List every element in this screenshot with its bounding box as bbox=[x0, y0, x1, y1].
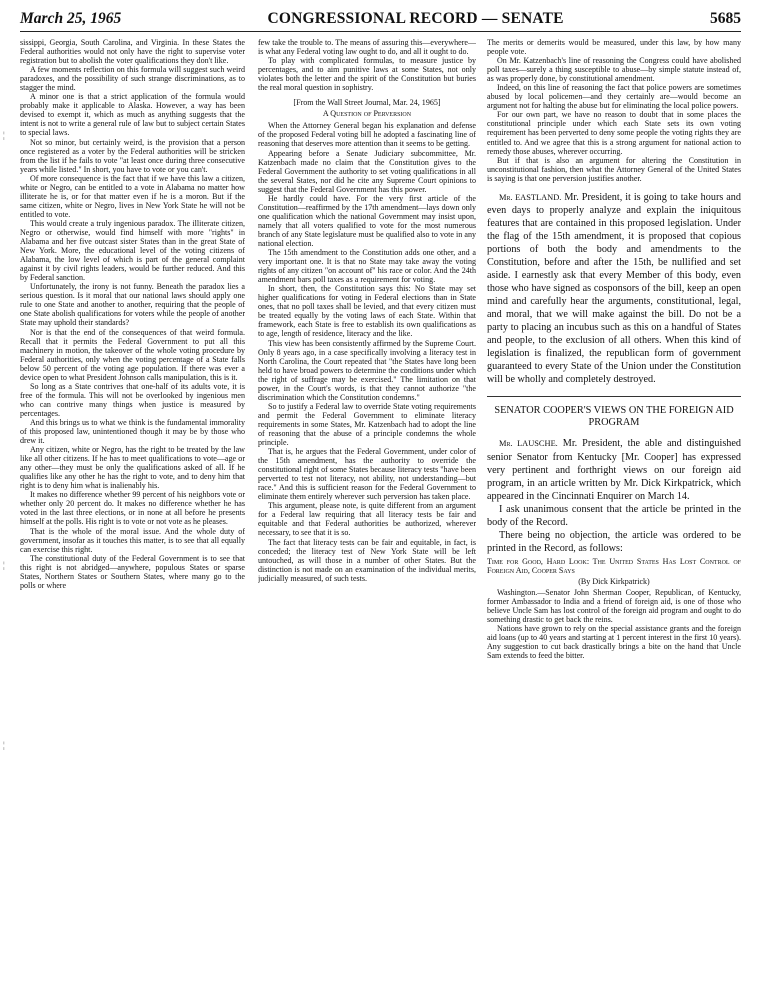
header-date: March 25, 1965 bbox=[20, 10, 122, 27]
section-title: SENATOR COOPER'S VIEWS ON THE FOREIGN AID PROGRAM bbox=[487, 396, 741, 429]
paragraph: And this brings us to what we think is the fundamental immorality of this proposed law, unintentioned though it may be by those who drew it. bbox=[20, 417, 245, 446]
paragraph: So to justify a Federal law to override State voting requirements and permit the Federal Government to eliminate literacy requirements in some States, Mr. Katzenbach had to adopt the line of reasoning that the abuse of a principle condemns the whole principle. bbox=[258, 401, 476, 448]
paragraph: Nor is that the end of the consequences of that weird formula. Recall that it permits the Federal Government to put all this machinery in motion, the takeover of the whole voting procedure by Federal authorities, only when the voting percentage of a State falls below 50 percent of the voting age population. If there was ever a device open to what President Johnson calls manipulation, this is it. bbox=[20, 327, 245, 382]
paragraph: Indeed, on this line of reasoning the fact that police powers are sometimes abused by local policemen—and they certainly are—would become an argument not for halting the abuse but for eliminating the local police powers. bbox=[487, 83, 741, 111]
paragraph: I ask unanimous consent that the article be printed in the body of the Record. bbox=[487, 503, 741, 528]
lausche-statement bbox=[487, 437, 741, 554]
paragraph: few take the trouble to. The means of assuring this—everywhere—is what any Federal voting law ought to do, and all it ought to do. bbox=[258, 38, 476, 57]
paragraph: In short, then, the Constitution says this: No State may set higher qualifications for voting in Federal elections than in State ones, that no poll taxes shall be levied, and that every citizen must be treated equally by the voting laws of each State. Within that framework, each State is free to establish its own qualifications as to age, length of residence, literacy and the like. bbox=[258, 284, 476, 339]
page-header bbox=[20, 2, 741, 32]
speech-text: Mr. President, it is going to take hours and even days to properly analyze and explain the iniquitous features that are contained in this proposed legislation. Under the flag of the 15th amendment, it is proposed that copious portions of both the body and amendments to the Constitution, before and after the 15th, be nullified and set aside. I earnestly ask that every Member of this body, even those who have signed as cosponsors of the bill, keep an open mind and carefully hear the arguments, constitutional, legal, and moral, that we will make against the bill. Do not be a party to placing an incubus such as this on a handful of States and people, to the exclusion of all others. When this kind of legislation is finalized, the republican form of government guaranteed to every State of the Union under the Constitution will be wholly and completely destroyed. bbox=[487, 191, 741, 386]
paragraph: The constitutional duty of the Federal Government is to see that this right is not abridged—anywhere, populous States or sparse States, Northern States or Southern States, where many go to the polls or where bbox=[20, 553, 245, 590]
paragraph: There being no objection, the article was ordered to be printed in the Record, as follows: bbox=[487, 529, 741, 554]
paragraph: For our own part, we have no reason to doubt that in some places the constitutional principle under which each State sets its own voting requirement has been perverted to deny some people the voting rights they are entitled to. And we agree that this is a strong argument for national action to remedy those abuses, wherever occurring. bbox=[487, 110, 741, 156]
paragraph: The 15th amendment to the Constitution adds one other, and a very important one. It is that no State may take away the voting rights of any citizen "on account of" his race or color. And the 24th amendment bars poll taxes as a requirement for voting. bbox=[258, 248, 476, 285]
paragraph: This view has been consistently affirmed by the Supreme Court. Only 8 years ago, in a case specifically involving a literacy test in North Carolina, the Court repeated that "the States have long been held to have broad powers to determine the conditions under which the right of suffrage may be exercised." The limitation on that power, in the Court's words, is that they cannot authorize "the discrimination which the Constitution condemns." bbox=[258, 338, 476, 402]
paragraph: The merits or demerits would be measured, under this law, by how many people vote. bbox=[487, 38, 741, 57]
paragraph: Washington.—Senator John Sherman Cooper, Republican, of Kentucky, former Ambassador to India and a friend of foreign aid, is one of those who believe Uncle Sam has lost control of the foreign aid program and ought to do something drastic to get back the reins. bbox=[487, 588, 741, 625]
article-subhead: A Question of Perversion bbox=[322, 109, 412, 119]
header-page-number: 5685 bbox=[710, 10, 741, 27]
paragraph: The fact that literacy tests can be fair and equitable, in fact, is conceded; the literacy test of New York State will be left untouched, as will those in a number of other States. But the distinction is not made on an examination of the individual merits, judicially measured, of such tests. bbox=[258, 537, 476, 583]
header-title: CONGRESSIONAL RECORD — SENATE bbox=[267, 10, 564, 27]
paragraph: A few moments reflection on this formula will suggest such weird paradoxes, and the possibility of such strange discriminations, as to stagger the mind. bbox=[20, 65, 245, 93]
paragraph: To play with complicated formulas, to measure justice by percentages, and to aim punitive laws at some States, not only violates both the letter and the spirit of the Constitution but buries the real moral question in sophistry. bbox=[258, 56, 476, 93]
eastland-statement bbox=[487, 191, 741, 387]
paragraph: Nations have grown to rely on the special assistance grants and the foreign aid loans (up to 40 years and starting at 1 percent interest in the first 10 years). Any suggestion to cut back drastically brings a bite on the hand that Uncle Sam extends to feed the bitter. bbox=[487, 624, 741, 661]
paragraph: Of more consequence is the fact that if we have this law a citizen, white or Negro, can be entitled to a vote in Alabama no matter how illiterate he is, or for that matter even if he is a moron. But if the same citizen, white or Negro, lives in New York State he will not be entitled to vote. bbox=[20, 173, 245, 219]
column-1 bbox=[20, 38, 245, 984]
paragraph: So long as a State contrives that one-half of its adults vote, it is free of the formula. This will not be overlooked by ingenious men who can contrive many things when justice is measured by percentages. bbox=[20, 381, 245, 418]
paragraph: Not so minor, but certainly weird, is the provision that a person once registered as a voter by the Federal authorities will be stricken from the list if he fails to vote "at least once during three consecutive years while listed." In short, you have to vote or you can't. bbox=[20, 137, 245, 174]
paragraph: That is, he argues that the Federal Government, under color of the 15th amendment, has the authority to override the constitutional right of some States because literacy tests "have been perverted to test not literacy, not ability, not understanding—but race." And this is sufficient reason for the Federal Government to eliminate them entirely wherever such perversion has taken place. bbox=[258, 447, 476, 502]
paragraph: Any citizen, white or Negro, has the right to be treated by the law like all other citizens. If he has to meet qualifications to vote—age or any other—they must be only the qualifications asked of all. If he qualifies like any other he has the right to vote, and to deny him that right is to deny him what is inalienably his. bbox=[20, 445, 245, 491]
paragraph: On Mr. Katzenbach's line of reasoning the Congress could have abolished poll taxes—surely a thing susceptible to abuse—by simple statute instead of, as was properly done, by constitutional amendment. bbox=[487, 56, 741, 84]
speech-text: Mr. President, the able and distinguished senior Senator from Kentucky [Mr. Cooper] has expressed very pertinent and forthright views on our foreign aid program, in an article written by Mr. Dick Kirkpatrick, which appeared in the Cincinnati Enquirer on March 14. bbox=[487, 438, 741, 502]
paragraph: That is the whole of the moral issue. And the whole duty of government, insofar as it touches this matter, is to see that all equally can exercise this right. bbox=[20, 526, 245, 554]
article-headline: Time for Good, Hard Look: The United States Has Lost Control of Foreign Aid, Cooper Says bbox=[487, 556, 741, 575]
speaker-name: Mr. LAUSCHE. bbox=[499, 439, 558, 449]
margin-mark: ¦ bbox=[3, 740, 5, 750]
paragraph: When the Attorney General began his explanation and defense of the proposed Federal voting bill he adopted a fascinating line of reasoning that deserves more attention than it seems to be getting. bbox=[258, 121, 476, 149]
column-3 bbox=[487, 38, 741, 984]
paragraph: He hardly could have. For the very first article of the Constitution—reaffirmed by the 17th amendment—lays down only one qualification which the national Government may insist upon, namely that all voters qualified to vote for the most numerous branch of any State legislature must be qualified also to vote in any national election. bbox=[258, 193, 476, 248]
paragraph: It makes no difference whether 99 percent of his neighbors vote or whether only 20 percent do. It makes no difference whether he has voted in the last three elections, or in none at all before he presents himself at the polls. His right is to vote or not vote as he pleases. bbox=[20, 490, 245, 527]
paragraph: A minor one is that a strict application of the formula would probably make it applicable to Alaska. However, a way has been devised to exempt it, which as much as anything suggests that the intent is not to write a general rule of law but to subject certain States to special laws. bbox=[20, 92, 245, 138]
paragraph: This argument, please note, is quite different from an argument for a Federal law requiring that all literacy tests be fair and equitable and that Federal authorities be authorized, wherever necessary, to see that it is so. bbox=[258, 501, 476, 538]
paragraph: sissippi, Georgia, South Carolina, and Virginia. In these States the Federal authorities would not only have the right to supervise voter registration but to abolish the voter qualifications they don't like. bbox=[20, 38, 245, 66]
paragraph: Appearing before a Senate Judiciary subcommittee, Mr. Katzenbach made no claim that the Constitution gives to the Federal Government the authority to set voting qualifications in all the several States, nor did he cite any Supreme Court opinions to suggest that the Federal Government has this power. bbox=[258, 148, 476, 194]
paragraph: This would create a truly ingenious paradox. The illiterate citizen, Negro or otherwise, would find himself with more "rights" in Alabama and her five outcast sister States than in the great State of New York. More, the educational level of the voting citizens of Alabama, the low level of which is part of the general complaint against it by civil rights leaders, would be further reduced. And this by Federal sanction. bbox=[20, 218, 245, 283]
paragraph: But if that is also an argument for altering the Constitution in unconstitutional fashion, then what the Attorney General of the United States is saying is that one perversion justifies another. bbox=[487, 155, 741, 183]
column-2 bbox=[258, 38, 476, 984]
article-byline: (By Dick Kirkpatrick) bbox=[578, 576, 650, 586]
margin-mark: ¦ bbox=[3, 560, 5, 570]
speaker-name: Mr. EASTLAND. bbox=[499, 192, 562, 202]
source-citation: [From the Wall Street Journal, Mar. 24, 1965] bbox=[293, 98, 441, 108]
margin-mark: ¦ bbox=[3, 130, 5, 140]
paragraph: Unfortunately, the irony is not funny. Beneath the paradox lies a serious question. Is it moral that our national laws should apply one rule to one State and another to another, requiring that the people of one State abolish qualifications for voters while the people of another State may uphold their standards? bbox=[20, 282, 245, 328]
